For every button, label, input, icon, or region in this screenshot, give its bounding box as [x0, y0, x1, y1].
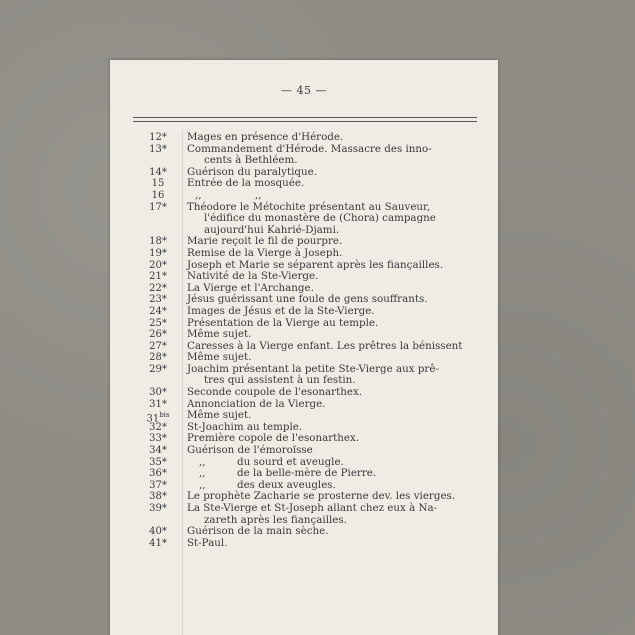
plate-number: 35* — [149, 456, 167, 468]
description-line: des deux aveugles. — [237, 478, 336, 491]
description-continuation: aujourd'hui Kahrié-Djami. — [204, 223, 340, 236]
description-line: La Vierge et l'Archange. — [187, 281, 314, 294]
description-continuation: tres qui assistent à un festin. — [204, 374, 356, 387]
plate-number: 27* — [149, 340, 167, 352]
plate-number: 13* — [149, 143, 167, 155]
plate-number: 41* — [149, 537, 167, 549]
header-rule-top — [133, 117, 477, 118]
plate-number: 36* — [149, 468, 167, 480]
plate-number: 14* — [149, 166, 167, 178]
list-item — [110, 202, 498, 237]
plate-number: 20* — [149, 259, 167, 271]
description-line: du sourd et aveugle. — [237, 455, 344, 468]
description-line: Guérison de la main sèche. — [187, 525, 329, 538]
plate-description — [187, 144, 477, 167]
description-line: Présentation de la Vierge au temple. — [187, 316, 379, 329]
plate-number: 30* — [149, 387, 167, 399]
plate-number: 33* — [149, 433, 167, 445]
description-line: Entrée de la mosquée. — [187, 177, 305, 190]
description-line: Remise de la Vierge à Joseph. — [187, 246, 343, 259]
plate-number: 24* — [149, 305, 167, 317]
plate-number: 16 — [151, 189, 165, 201]
description-line: Images de Jésus et de la Ste-Vierge. — [187, 304, 375, 317]
description-line: Même sujet. — [187, 328, 252, 341]
description-continuation: cents à Bethléem. — [204, 154, 298, 167]
plate-description — [187, 202, 477, 237]
plate-number: 17* — [149, 201, 167, 213]
plate-description — [187, 526, 477, 538]
plate-description — [187, 178, 477, 190]
page-number: — 45 — — [281, 84, 327, 97]
description-line: de la belle-mère de Pierre. — [237, 467, 377, 480]
description-line: Guérison du paralytique. — [187, 165, 317, 178]
description-line: Caresses à la Vierge enfant. Les prêtres la bénissent — [187, 339, 463, 352]
description-line: Seconde coupole de l'esonarthex. — [187, 386, 363, 399]
list-item — [110, 526, 498, 538]
plate-number: 22* — [149, 282, 167, 294]
plate-number: $31^{bis}$ — [146, 411, 170, 425]
description-line: Nativité de la Ste-Vierge. — [187, 270, 319, 283]
plate-number: 26* — [149, 329, 167, 341]
plate-number: 15 — [151, 178, 165, 190]
list-item — [110, 503, 498, 526]
plate-number: 38* — [149, 491, 167, 503]
plate-number: 25* — [149, 317, 167, 329]
header-rule-bottom — [133, 121, 477, 122]
ditto-mark: ,, — [255, 188, 262, 201]
plate-number: 40* — [149, 526, 167, 538]
list-item — [110, 409, 498, 425]
list-item — [110, 318, 498, 330]
plate-description — [187, 538, 477, 550]
description-line: Même sujet. — [187, 409, 252, 422]
description-line: Même sujet. — [187, 351, 252, 364]
list-item — [110, 538, 498, 550]
ditto-mark: ,, — [199, 478, 206, 491]
plate-number: 34* — [149, 445, 167, 457]
plate-number: 21* — [149, 271, 167, 283]
description-line: Commandement d'Hérode. Massacre des inno- — [187, 142, 432, 155]
description-line: Première copole de l'esonarthex. — [187, 432, 360, 445]
plate-number: 23* — [149, 294, 167, 306]
list-item — [110, 399, 498, 411]
description-line: Joseph et Marie se séparent après les fiançailles. — [187, 258, 444, 271]
plate-description — [187, 364, 477, 387]
description-line: Joachim présentant la petite Ste-Vierge aux prê- — [187, 362, 439, 375]
description-line: Guérison de l'émoroïsse — [187, 444, 313, 457]
plate-number: 19* — [149, 247, 167, 259]
plate-number: 28* — [149, 352, 167, 364]
plate-number: 18* — [149, 236, 167, 248]
ditto-mark: ,, — [199, 467, 206, 480]
description-line: Marie reçoit le fil de pourpre. — [187, 235, 343, 248]
description-line: Mages en présence d'Hérode. — [187, 131, 344, 143]
ditto-mark: ,, — [199, 455, 206, 468]
list-item — [110, 364, 498, 387]
description-continuation: l'édifice du monastère de (Chora) campagne — [204, 212, 436, 225]
description-line: St-Joachim au temple. — [187, 420, 303, 433]
description-line: La Ste-Vierge et St-Joseph allant chez eux à Na- — [187, 502, 438, 514]
description-continuation: zareth après les fiançailles. — [204, 513, 347, 526]
plate-list — [110, 132, 498, 549]
plate-number: 32* — [149, 421, 167, 433]
description-line: Jésus guérissant une foule de gens souffrants. — [187, 293, 428, 306]
plate-number: 39* — [149, 503, 167, 514]
list-item — [110, 178, 498, 190]
description-line: Annonciation de la Vierge. — [187, 397, 326, 410]
plate-number: 12* — [149, 132, 167, 143]
description-line: Le prophète Zacharie se prosterne dev. les vierges. — [187, 490, 456, 503]
list-item — [110, 144, 498, 167]
ditto-mark: ,, — [195, 188, 202, 201]
list-item — [110, 341, 498, 353]
plate-number: 29* — [149, 363, 167, 375]
plate-description — [187, 503, 477, 526]
description-line: St-Paul. — [187, 536, 228, 549]
plate-number: 37* — [149, 479, 167, 491]
document-page — [110, 60, 498, 635]
plate-number: 31* — [149, 398, 167, 410]
description-line: Théodore le Métochite présentant au Sauveur, — [187, 200, 431, 213]
